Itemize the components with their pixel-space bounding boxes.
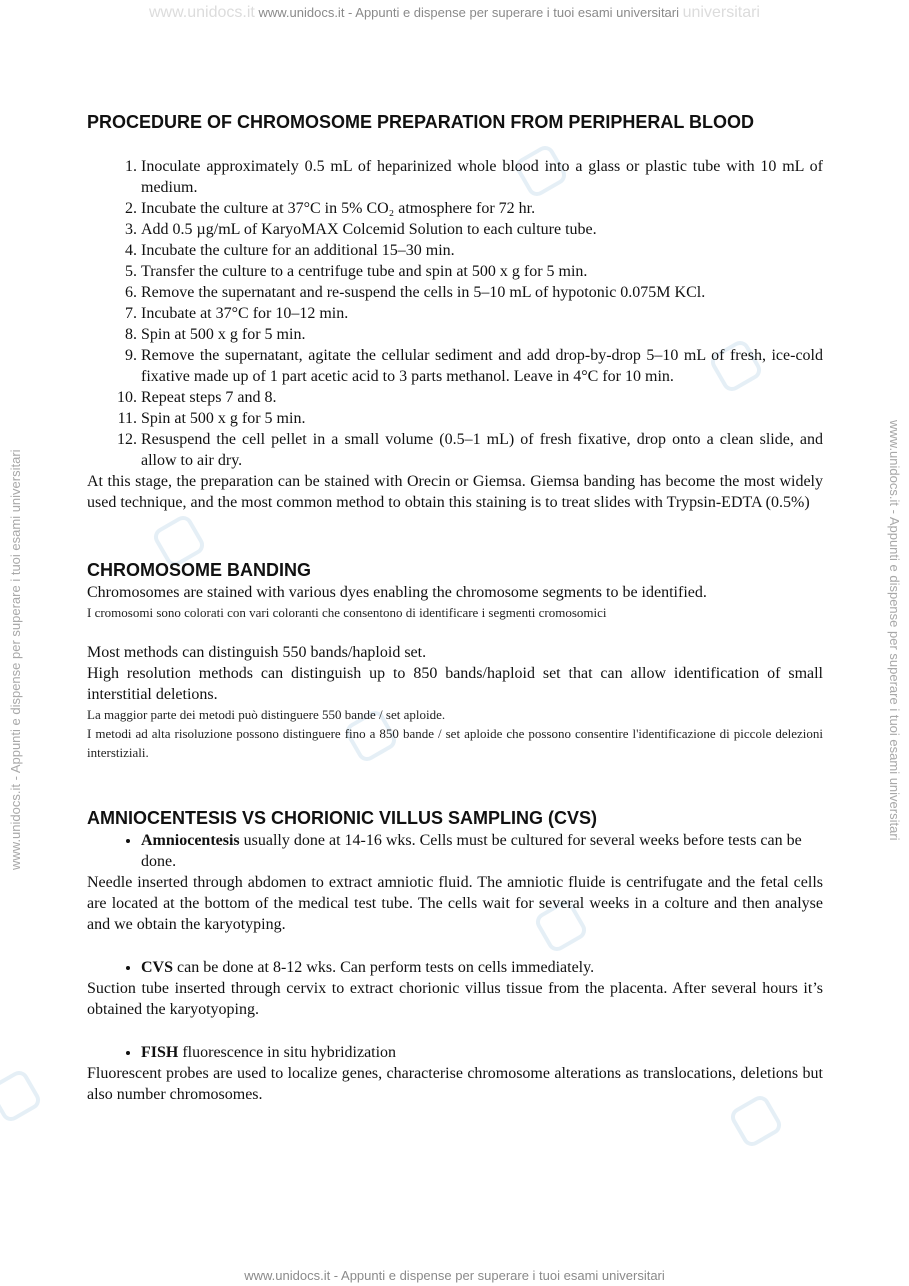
watermark-ghost-right: universitari: [682, 4, 760, 21]
banding-high-res-paragraph: High resolution methods can distinguish up to 850 bands/haploid set that can allow identification of small interstitial deletions.: [87, 665, 823, 703]
watermark-bottom-text: www.unidocs.it - Appunti e dispense per superare i tuoi esami universitari: [244, 1268, 665, 1283]
step-item: 8. Spin at 500 x g for 5 min.: [141, 324, 823, 345]
amniocentesis-paragraph: Needle inserted through abdomen to extract amniotic fluid. The amniotic fluide is centrifugate and the fetal cells are located at the bottom of the medical test tube. The cells wait for several weeks in a colture and then analyse and we obtain the karyotyping.: [87, 874, 823, 933]
step-item: 7. Incubate at 37°C for 10–12 min.: [141, 303, 823, 324]
banding-paragraph: Chromosomes are stained with various dyes enabling the chromosome segments to be identified.: [87, 584, 707, 601]
step-item: 9. Remove the supernatant, agitate the cellular sediment and add drop-by-drop 5–10 mL of fresh, ice-cold fixative made up of 1 part acetic acid to 3 parts methanol. Leave in 4°C for 10 min.: [141, 345, 823, 387]
banding-methods-paragraph: Most methods can distinguish 550 bands/haploid set.: [87, 644, 427, 661]
step-item: 6. Remove the supernatant and re-suspend the cells in 5–10 mL of hypotonic 0.075M KCl.: [141, 282, 823, 303]
amniocentesis-description: usually done at 14-16 wks. Cells must be cultured for several weeks before tests can be done.: [141, 832, 802, 870]
banding-high-res-italian: I metodi ad alta risoluzione possono distinguere fino a 850 bande / set aploide che possono consentire l'identificazione di piccole delezioni interstiziali.: [87, 726, 823, 760]
step-item: 2. Incubate the culture at 37°C in 5% CO₂ atmosphere for 72 hr.: [141, 198, 823, 219]
amniocentesis-list: [87, 830, 823, 872]
step-item: 11. Spin at 500 x g for 5 min.: [141, 408, 823, 429]
banding-paragraph-italian: I cromosomi sono colorati con vari coloranti che consentono di identificare i segmenti cromosomici: [87, 605, 607, 620]
watermark-header: [0, 4, 909, 22]
section-title-banding: CHROMOSOME BANDING: [87, 560, 311, 580]
cvs-paragraph: Suction tube inserted through cervix to extract chorionic villus tissue from the placenta. After several hours it’s obtained the karyotyoping.: [87, 980, 823, 1018]
step-item: 3. Add 0.5 µg/mL of KaryoMAX Colcemid Solution to each culture tube.: [141, 219, 823, 240]
staining-paragraph: At this stage, the preparation can be stained with Orecin or Giemsa. Giemsa banding has become the most widely used technique, and the most common method to obtain this staining is to treat slides with Trypsin-EDTA (0.5%): [87, 473, 823, 511]
term-fish: FISH: [141, 1044, 179, 1061]
watermark-ghost-left: www.unidocs.it: [149, 4, 255, 21]
watermark-side-left: www.unidocs.it - Appunti e dispense per superare i tuoi esami universitari: [8, 449, 23, 870]
list-item: [141, 830, 823, 872]
step-item: 1. Inoculate approximately 0.5 mL of heparinized whole blood into a glass or plastic tube with 10 mL of medium.: [141, 156, 823, 198]
list-item: [141, 957, 823, 978]
watermark-logo-icon: [0, 1067, 44, 1124]
section-title-procedure: PROCEDURE OF CHROMOSOME PREPARATION FROM PERIPHERAL BLOOD: [87, 112, 755, 132]
fish-list: [87, 1042, 823, 1063]
step-item: 5. Transfer the culture to a centrifuge tube and spin at 500 x g for 5 min.: [141, 261, 823, 282]
watermark-side-right: www.unidocs.it - Appunti e dispense per superare i tuoi esami universitari: [887, 420, 902, 841]
fish-paragraph: Fluorescent probes are used to localize genes, characterise chromosome alterations as translocations, deletions but also number chromosomes.: [87, 1065, 823, 1103]
watermark-footer: [0, 1268, 909, 1283]
cvs-list: [87, 957, 823, 978]
watermark-top-text: www.unidocs.it - Appunti e dispense per superare i tuoi esami universitari: [258, 5, 679, 20]
procedure-steps-list: [87, 156, 823, 471]
term-amniocentesis: Amniocentesis: [141, 832, 240, 849]
step-item: 12. Resuspend the cell pellet in a small volume (0.5–1 mL) of fresh fixative, drop onto a clean slide, and allow to air dry.: [141, 429, 823, 471]
list-item: [141, 1042, 823, 1063]
fish-description: fluorescence in situ hybridization: [178, 1044, 397, 1061]
document-body: [87, 110, 823, 1105]
banding-methods-italian: La maggior parte dei metodi può distinguere 550 bande / set aploide.: [87, 707, 446, 722]
term-cvs: CVS: [141, 959, 174, 976]
step-item: 4. Incubate the culture for an additional 15–30 min.: [141, 240, 823, 261]
step-item: 10. Repeat steps 7 and 8.: [141, 387, 823, 408]
cvs-description: can be done at 8-12 wks. Can perform tests on cells immediately.: [173, 959, 595, 976]
section-title-amniocentesis: AMNIOCENTESIS VS CHORIONIC VILLUS SAMPLING (CVS): [87, 808, 598, 828]
